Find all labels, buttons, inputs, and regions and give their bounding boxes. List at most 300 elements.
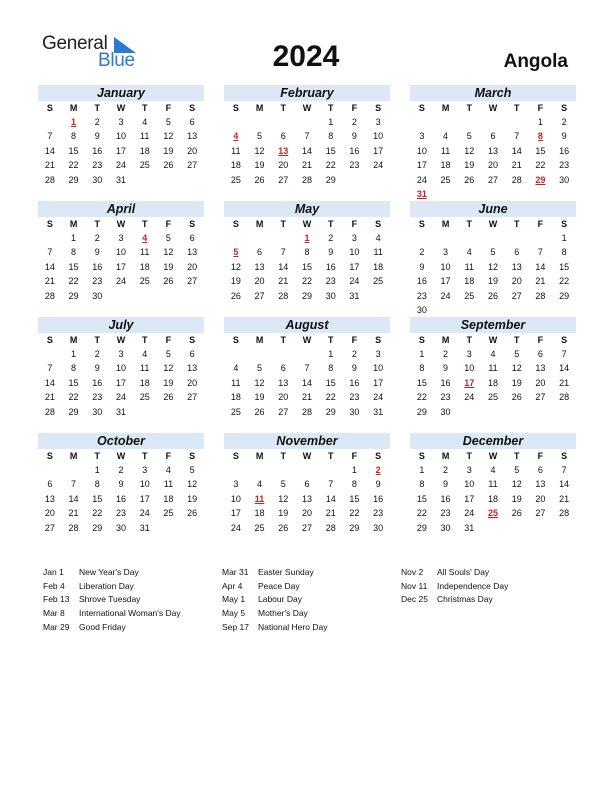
weekday-header: F <box>165 335 172 345</box>
holiday-date: Jan 1 <box>43 567 64 577</box>
day-cell: 28 <box>301 406 312 417</box>
day-cell: 29 <box>301 290 312 301</box>
day-cell: 17 <box>115 377 126 388</box>
day-cell: 16 <box>440 493 451 504</box>
month-october <box>38 433 204 535</box>
day-cell: 14 <box>44 145 55 156</box>
day-cell: 18 <box>139 377 150 388</box>
holiday-entry <box>222 621 327 635</box>
month-title: December <box>410 433 576 449</box>
weekday-header: S <box>46 219 53 229</box>
weekday-header: T <box>280 103 287 113</box>
weekday-header: T <box>141 103 148 113</box>
holiday-date: May 1 <box>222 594 246 605</box>
empty-day-cell <box>38 463 62 477</box>
holiday-column <box>401 566 508 607</box>
day-cell: 27 <box>487 174 498 185</box>
day-cell: 27 <box>44 522 55 533</box>
day-cell: 17 <box>349 261 360 272</box>
day-cell: 28 <box>68 522 79 533</box>
day-cell: 23 <box>325 276 336 287</box>
holiday-name: All Souls' Day <box>437 567 490 577</box>
weekday-header: F <box>351 219 358 229</box>
day-cell: 13 <box>187 363 198 374</box>
month-title: October <box>38 433 204 449</box>
day-cell: 26 <box>487 290 498 301</box>
holiday-date: Mar 8 <box>43 608 65 619</box>
day-cell: 22 <box>416 508 427 519</box>
empty-day-cell <box>271 231 295 245</box>
day-cell: 3 <box>443 247 449 258</box>
holiday-date: May 5 <box>222 608 246 619</box>
weekday-header: S <box>232 219 239 229</box>
empty-day-cell <box>38 231 62 245</box>
weekday-header: S <box>46 335 53 345</box>
weekday-header: T <box>466 219 473 229</box>
holiday-entry <box>401 566 508 580</box>
empty-day-cell <box>271 347 295 361</box>
weekday-header: S <box>232 103 239 113</box>
day-cell: 13 <box>535 363 546 374</box>
day-grid <box>224 101 390 187</box>
month-june <box>410 201 576 317</box>
weekday-header: S <box>561 335 568 345</box>
weekday-header: T <box>327 103 334 113</box>
day-cell: 11 <box>488 363 498 374</box>
day-cell: 15 <box>349 493 360 504</box>
weekday-header: W <box>116 103 126 113</box>
day-cell: 1 <box>561 233 567 243</box>
empty-day-cell <box>481 231 505 245</box>
weekday-header: F <box>537 103 544 113</box>
day-cell: 23 <box>440 508 451 519</box>
weekday-header: S <box>189 451 196 461</box>
day-cell: 31 <box>139 522 150 533</box>
day-cell: 23 <box>416 290 427 301</box>
weekday-header: T <box>513 219 520 229</box>
weekday-header: M <box>441 335 450 345</box>
empty-day-cell <box>481 115 505 129</box>
weekday-header: M <box>441 451 450 461</box>
weekday-header: S <box>561 451 568 461</box>
weekday-header: F <box>165 219 172 229</box>
day-cell: 17 <box>139 493 150 504</box>
day-grid <box>410 333 576 419</box>
day-cell: 23 <box>559 160 570 171</box>
day-cell: 27 <box>187 392 198 403</box>
day-cell: 17 <box>373 377 384 388</box>
day-cell: 8 <box>419 363 425 374</box>
month-title: June <box>410 201 576 217</box>
day-cell: 30 <box>92 174 103 185</box>
day-cell: 24 <box>115 276 126 287</box>
day-cell: 21 <box>535 276 546 287</box>
day-cell: 26 <box>511 508 522 519</box>
day-cell: 15 <box>301 261 312 272</box>
day-cell: 15 <box>535 145 546 156</box>
day-cell: 5 <box>490 247 496 258</box>
day-cell: 13 <box>535 479 546 490</box>
day-cell: 27 <box>254 290 265 301</box>
day-cell: 9 <box>351 363 357 374</box>
day-cell: 6 <box>537 465 543 475</box>
day-cell: 14 <box>511 145 522 156</box>
day-cell: 24 <box>464 392 475 403</box>
month-january <box>38 85 204 187</box>
day-cell: 25 <box>487 392 498 403</box>
day-cell: 16 <box>325 261 336 272</box>
holiday-entry <box>43 593 181 607</box>
weekday-header: W <box>302 219 312 229</box>
holiday-day-cell: 4 <box>233 131 239 142</box>
day-cell: 24 <box>373 392 384 403</box>
day-cell: 16 <box>349 145 360 156</box>
holiday-day-cell: 2 <box>375 465 381 475</box>
day-cell: 24 <box>230 522 241 533</box>
day-cell: 17 <box>440 276 451 287</box>
holiday-entry <box>43 566 181 580</box>
day-cell: 2 <box>351 349 357 359</box>
day-grid <box>410 449 576 535</box>
day-cell: 11 <box>231 145 241 156</box>
day-cell: 15 <box>92 493 103 504</box>
weekday-header: M <box>69 335 78 345</box>
month-title: August <box>224 317 390 333</box>
weekday-header: T <box>327 335 334 345</box>
day-cell: 30 <box>92 406 103 417</box>
day-cell: 30 <box>325 290 336 301</box>
day-cell: 12 <box>511 479 522 490</box>
day-cell: 10 <box>139 479 150 490</box>
day-cell: 25 <box>139 392 150 403</box>
day-cell: 22 <box>535 160 546 171</box>
holiday-day-cell: 1 <box>71 117 77 127</box>
weekday-header: T <box>94 451 101 461</box>
day-cell: 15 <box>416 377 427 388</box>
day-cell: 28 <box>535 290 546 301</box>
holiday-name: Easter Sunday <box>258 567 314 577</box>
day-cell: 12 <box>187 479 198 490</box>
day-cell: 24 <box>349 276 360 287</box>
weekday-header: W <box>488 103 498 113</box>
day-cell: 5 <box>280 479 286 490</box>
day-cell: 17 <box>464 493 475 504</box>
day-cell: 18 <box>373 261 384 272</box>
holiday-date: Mar 31 <box>222 567 249 577</box>
day-cell: 1 <box>419 349 425 359</box>
day-cell: 1 <box>537 117 543 127</box>
day-cell: 24 <box>464 508 475 519</box>
day-cell: 8 <box>94 479 100 490</box>
day-cell: 18 <box>230 392 241 403</box>
month-title: March <box>410 85 576 101</box>
day-cell: 18 <box>440 160 451 171</box>
day-cell: 19 <box>278 508 289 519</box>
day-cell: 9 <box>375 479 381 490</box>
holiday-date: Nov 11 <box>401 580 428 591</box>
day-cell: 9 <box>443 479 449 490</box>
day-cell: 20 <box>187 145 198 156</box>
day-cell: 7 <box>47 131 53 142</box>
weekday-header: M <box>69 219 78 229</box>
day-cell: 23 <box>373 508 384 519</box>
day-cell: 22 <box>325 392 336 403</box>
day-cell: 8 <box>304 247 310 258</box>
day-grid <box>38 101 204 187</box>
holiday-name: Labour Day <box>258 594 302 605</box>
holiday-day-cell: 17 <box>464 377 475 388</box>
holiday-entry <box>222 566 327 580</box>
empty-day-cell <box>457 115 481 129</box>
day-cell: 30 <box>416 304 427 315</box>
day-cell: 3 <box>466 349 472 359</box>
day-cell: 27 <box>278 174 289 185</box>
empty-day-cell <box>319 463 343 477</box>
day-cell: 2 <box>94 233 100 243</box>
day-cell: 14 <box>68 493 79 504</box>
day-cell: 22 <box>301 276 312 287</box>
day-cell: 16 <box>440 377 451 388</box>
month-december <box>410 433 576 535</box>
weekday-header: S <box>375 335 382 345</box>
holiday-name: National Hero Day <box>258 621 328 632</box>
day-cell: 18 <box>487 493 498 504</box>
empty-day-cell <box>434 231 458 245</box>
weekday-header: S <box>189 103 196 113</box>
day-cell: 4 <box>466 247 472 258</box>
day-cell: 22 <box>92 508 103 519</box>
day-cell: 23 <box>92 160 103 171</box>
empty-day-cell <box>224 347 248 361</box>
weekday-header: W <box>488 219 498 229</box>
day-cell: 20 <box>278 160 289 171</box>
day-cell: 13 <box>187 131 198 142</box>
month-title: November <box>224 433 390 449</box>
month-february <box>224 85 390 187</box>
day-cell: 10 <box>373 131 384 142</box>
weekday-header: W <box>488 451 498 461</box>
day-cell: 22 <box>68 392 79 403</box>
holiday-entry <box>43 621 181 635</box>
weekday-header: W <box>116 451 126 461</box>
day-cell: 15 <box>68 145 79 156</box>
day-cell: 27 <box>511 290 522 301</box>
day-cell: 13 <box>487 145 498 156</box>
day-cell: 10 <box>373 363 384 374</box>
day-cell: 30 <box>373 522 384 533</box>
day-cell: 5 <box>165 233 171 243</box>
day-cell: 6 <box>280 363 286 374</box>
day-cell: 25 <box>464 290 475 301</box>
empty-day-cell <box>295 347 319 361</box>
day-cell: 13 <box>278 377 289 388</box>
day-cell: 21 <box>68 508 79 519</box>
empty-day-cell <box>295 115 319 129</box>
weekday-header: S <box>46 451 53 461</box>
empty-day-cell <box>248 115 272 129</box>
day-cell: 9 <box>351 131 357 142</box>
day-cell: 27 <box>278 406 289 417</box>
day-cell: 15 <box>68 261 79 272</box>
month-september <box>410 317 576 419</box>
day-cell: 28 <box>559 508 570 519</box>
weekday-header: T <box>466 335 473 345</box>
weekday-header: T <box>466 451 473 461</box>
empty-day-cell <box>505 115 529 129</box>
day-cell: 12 <box>163 247 174 258</box>
day-cell: 21 <box>511 160 522 171</box>
day-cell: 18 <box>230 160 241 171</box>
holiday-entry <box>43 580 181 594</box>
weekday-header: T <box>141 335 148 345</box>
holiday-name: Independence Day <box>437 580 509 591</box>
day-cell: 21 <box>559 493 570 504</box>
day-cell: 30 <box>440 522 451 533</box>
day-cell: 4 <box>165 465 171 475</box>
holiday-entry <box>43 607 181 621</box>
day-cell: 9 <box>94 131 100 142</box>
weekday-header: S <box>189 219 196 229</box>
day-cell: 19 <box>187 493 198 504</box>
day-cell: 31 <box>115 174 126 185</box>
day-cell: 20 <box>511 276 522 287</box>
day-cell: 21 <box>325 508 336 519</box>
day-cell: 15 <box>325 377 336 388</box>
day-cell: 29 <box>68 406 79 417</box>
day-cell: 10 <box>416 145 427 156</box>
day-cell: 29 <box>416 406 427 417</box>
day-cell: 30 <box>559 174 570 185</box>
day-cell: 30 <box>115 522 126 533</box>
day-cell: 18 <box>464 276 475 287</box>
month-may <box>224 201 390 303</box>
day-cell: 4 <box>142 117 148 127</box>
day-cell: 28 <box>44 290 55 301</box>
weekday-header: W <box>116 335 126 345</box>
day-cell: 4 <box>257 479 263 490</box>
empty-day-cell <box>271 463 295 477</box>
day-cell: 14 <box>44 261 55 272</box>
empty-day-cell <box>295 463 319 477</box>
day-cell: 18 <box>487 377 498 388</box>
day-cell: 6 <box>189 233 195 243</box>
weekday-header: T <box>280 451 287 461</box>
day-cell: 27 <box>301 522 312 533</box>
day-cell: 4 <box>142 349 148 359</box>
day-cell: 20 <box>187 377 198 388</box>
day-cell: 27 <box>535 508 546 519</box>
day-cell: 24 <box>416 174 427 185</box>
day-cell: 10 <box>230 493 241 504</box>
day-cell: 11 <box>140 247 150 258</box>
day-cell: 18 <box>163 493 174 504</box>
day-cell: 5 <box>514 349 520 359</box>
day-cell: 9 <box>419 261 425 272</box>
day-cell: 2 <box>94 117 100 127</box>
holiday-entry <box>222 580 327 594</box>
day-cell: 5 <box>165 117 171 127</box>
day-cell: 11 <box>488 479 498 490</box>
day-cell: 12 <box>278 493 289 504</box>
day-cell: 29 <box>92 522 103 533</box>
day-cell: 26 <box>511 392 522 403</box>
weekday-header: S <box>561 219 568 229</box>
day-cell: 2 <box>328 233 334 243</box>
day-cell: 3 <box>118 349 124 359</box>
day-cell: 26 <box>464 174 475 185</box>
empty-day-cell <box>224 231 248 245</box>
day-cell: 8 <box>419 479 425 490</box>
empty-day-cell <box>529 231 553 245</box>
holiday-day-cell: 25 <box>487 508 498 519</box>
day-cell: 16 <box>92 261 103 272</box>
weekday-header: F <box>351 335 358 345</box>
day-cell: 16 <box>92 377 103 388</box>
day-cell: 12 <box>230 261 241 272</box>
holiday-name: New Year's Day <box>79 567 139 577</box>
weekday-header: F <box>351 103 358 113</box>
day-cell: 25 <box>254 522 265 533</box>
day-cell: 20 <box>301 508 312 519</box>
day-cell: 10 <box>115 247 126 258</box>
day-cell: 17 <box>115 145 126 156</box>
weekday-header: S <box>375 451 382 461</box>
day-cell: 21 <box>44 160 55 171</box>
day-grid <box>38 449 204 535</box>
weekday-header: M <box>69 451 78 461</box>
month-title: September <box>410 317 576 333</box>
brand-name-general: General <box>42 33 108 54</box>
day-cell: 11 <box>373 247 383 258</box>
day-cell: 6 <box>189 117 195 127</box>
day-cell: 10 <box>464 363 475 374</box>
day-cell: 29 <box>416 522 427 533</box>
day-cell: 31 <box>464 522 475 533</box>
country-name: Angola <box>503 51 568 72</box>
holiday-date: Feb 4 <box>43 580 65 591</box>
weekday-header: W <box>302 103 312 113</box>
empty-day-cell <box>38 115 62 129</box>
day-cell: 6 <box>537 349 543 359</box>
empty-day-cell <box>62 463 86 477</box>
weekday-header: T <box>94 103 101 113</box>
day-cell: 24 <box>373 160 384 171</box>
holiday-day-cell: 29 <box>535 174 546 185</box>
day-cell: 10 <box>349 247 360 258</box>
day-cell: 26 <box>254 174 265 185</box>
day-cell: 10 <box>115 363 126 374</box>
weekday-header: S <box>418 451 425 461</box>
day-cell: 17 <box>230 508 241 519</box>
day-cell: 31 <box>373 406 384 417</box>
day-cell: 1 <box>419 465 425 475</box>
day-cell: 19 <box>230 276 241 287</box>
day-cell: 7 <box>304 131 310 142</box>
day-cell: 19 <box>254 392 265 403</box>
day-cell: 3 <box>118 233 124 243</box>
day-cell: 19 <box>464 160 475 171</box>
day-cell: 21 <box>301 392 312 403</box>
holiday-name: Mother's Day <box>258 608 308 619</box>
day-cell: 28 <box>44 406 55 417</box>
holiday-date: Apr 4 <box>222 580 243 591</box>
day-cell: 29 <box>559 290 570 301</box>
day-cell: 23 <box>92 276 103 287</box>
holiday-day-cell: 13 <box>278 145 289 156</box>
day-cell: 6 <box>304 479 310 490</box>
day-cell: 22 <box>416 392 427 403</box>
day-cell: 16 <box>92 145 103 156</box>
